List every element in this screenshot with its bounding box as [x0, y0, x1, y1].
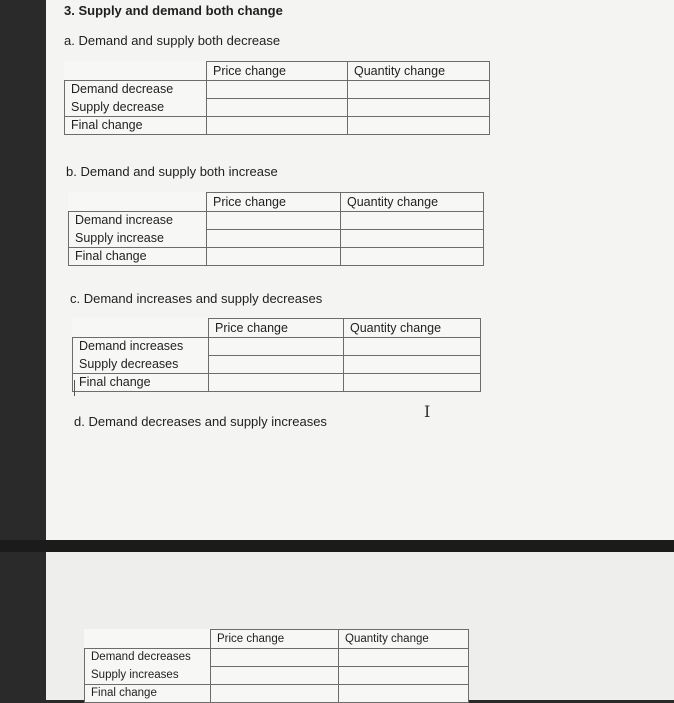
row-label: Supply decreases [73, 356, 209, 374]
answer-cell[interactable] [207, 230, 341, 248]
price-change-header: Price change [209, 319, 344, 338]
row-label: Supply decrease [65, 99, 207, 117]
answer-cell[interactable] [211, 649, 339, 667]
answer-cell[interactable] [344, 356, 481, 374]
price-change-header: Price change [207, 62, 348, 81]
section-d-table [84, 629, 469, 703]
table-corner [73, 319, 209, 338]
row-label: Final change [85, 685, 211, 703]
answer-cell[interactable] [209, 356, 344, 374]
section-c-heading: c. Demand increases and supply decreases [70, 291, 323, 306]
quantity-change-header: Quantity change [341, 193, 484, 212]
table-corner [85, 630, 211, 649]
answer-cell[interactable] [341, 212, 484, 230]
text-caret [74, 380, 75, 396]
answer-cell[interactable] [207, 212, 341, 230]
answer-cell[interactable] [207, 81, 348, 99]
row-label: Supply increase [69, 230, 207, 248]
row-label: Supply increases [85, 667, 211, 685]
answer-cell[interactable] [344, 338, 481, 356]
answer-cell[interactable] [209, 374, 344, 392]
section-c-table [72, 318, 481, 392]
table-corner [69, 193, 207, 212]
row-label: Demand increase [69, 212, 207, 230]
section-b-table [68, 192, 484, 266]
quantity-change-header: Quantity change [339, 630, 469, 649]
answer-cell[interactable] [341, 248, 484, 266]
section-d-heading: d. Demand decreases and supply increases [74, 414, 327, 429]
answer-cell[interactable] [211, 667, 339, 685]
answer-cell[interactable] [348, 81, 490, 99]
answer-cell[interactable] [344, 374, 481, 392]
answer-cell[interactable] [348, 99, 490, 117]
worksheet-title: 3. Supply and demand both change [64, 3, 283, 18]
answer-cell[interactable] [339, 649, 469, 667]
text-cursor-icon: I [424, 402, 431, 421]
page-divider [0, 540, 674, 552]
answer-cell[interactable] [207, 117, 348, 135]
quantity-change-header: Quantity change [344, 319, 481, 338]
answer-cell[interactable] [207, 248, 341, 266]
price-change-header: Price change [211, 630, 339, 649]
answer-cell[interactable] [209, 338, 344, 356]
row-label: Final change [69, 248, 207, 266]
row-label: Demand decreases [85, 649, 211, 667]
section-b-heading: b. Demand and supply both increase [66, 164, 278, 179]
section-a-heading: a. Demand and supply both decrease [64, 33, 281, 48]
row-label: Demand decrease [65, 81, 207, 99]
answer-cell[interactable] [339, 667, 469, 685]
answer-cell[interactable] [348, 117, 490, 135]
answer-cell[interactable] [341, 230, 484, 248]
price-change-header: Price change [207, 193, 341, 212]
row-label: Demand increases [73, 338, 209, 356]
section-a-table [64, 61, 490, 135]
row-label: Final change [73, 374, 209, 392]
quantity-change-header: Quantity change [348, 62, 490, 81]
table-corner [65, 62, 207, 81]
answer-cell[interactable] [207, 99, 348, 117]
row-label: Final change [65, 117, 207, 135]
